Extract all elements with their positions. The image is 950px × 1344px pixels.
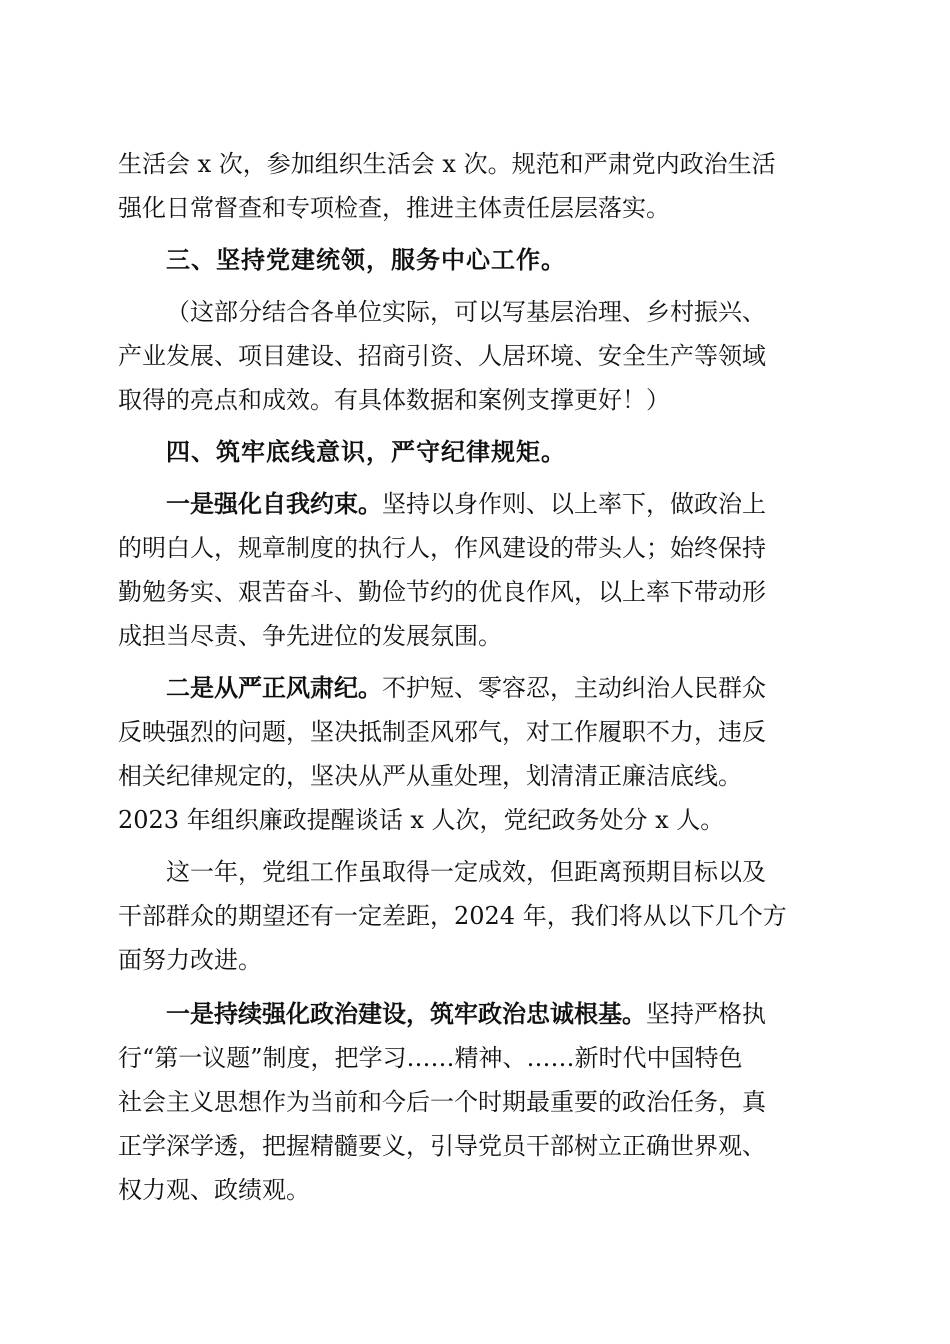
text-line: 2023 年组织廉政提醒谈话 x 人次，党纪政务处分 x 人。 [118, 806, 725, 834]
section-heading-4: 四、筑牢底线意识，严守纪律规矩。 [166, 438, 566, 466]
text-run: 坚持严格执 [646, 1000, 766, 1028]
paragraph-strict-discipline [118, 666, 828, 842]
paragraph-self-discipline [118, 482, 828, 658]
paragraph-lead: 一是持续强化政治建设，筑牢政治忠诚根基。 [166, 999, 646, 1028]
text-line: 成担当尽责、争先进位的发展氛围。 [118, 622, 502, 650]
text-line: 权力观、政绩观。 [118, 1176, 310, 1204]
text-line [118, 992, 828, 1036]
paragraph-lead: 一是强化自我约束。 [166, 489, 382, 518]
section-heading-3: 三、坚持党建统领，服务中心工作。 [166, 246, 566, 274]
text-line: 相关纪律规定的，坚决从严从重处理，划清清正廉洁底线。 [118, 762, 742, 790]
document-body [118, 142, 828, 1212]
text-line: （这部分结合各单位实际，可以写基层治理、乡村振兴、 [166, 298, 766, 326]
text-line: 强化日常督查和专项检查，推进主体责任层层落实。 [118, 194, 670, 222]
text-run: 坚持以身作则、以上率下，做政治上 [382, 490, 766, 518]
text-line [118, 666, 828, 710]
paragraph-lead: 二是从严正风肃纪。 [166, 673, 382, 702]
text-line: 反映强烈的问题，坚决抵制歪风邪气，对工作履职不力，违反 [118, 718, 766, 746]
text-line: 生活会 x 次，参加组织生活会 x 次。规范和严肃党内政治生活 [118, 150, 776, 178]
paragraph-note [118, 290, 828, 422]
text-line: 正学深学透，把握精髓要义，引导党员干部树立正确世界观、 [118, 1132, 766, 1160]
paragraph-political-building [118, 992, 828, 1212]
text-line: 行“第一议题”制度，把学习……精神、……新时代中国特色 [118, 1044, 743, 1072]
text-line: 的明白人，规章制度的执行人，作风建设的带头人；始终保持 [118, 534, 766, 562]
text-line: 勤勉务实、艰苦奋斗、勤俭节约的优良作风，以上率下带动形 [118, 578, 766, 606]
text-line: 这一年，党组工作虽取得一定成效，但距离预期目标以及 [166, 858, 766, 886]
text-line: 社会主义思想作为当前和今后一个时期最重要的政治任务，真 [118, 1088, 766, 1116]
text-line: 取得的亮点和成效。有具体数据和案例支撑更好！） [118, 386, 670, 414]
text-line: 面努力改进。 [118, 946, 262, 974]
text-run: 不护短、零容忍，主动纠治人民群众 [382, 674, 766, 702]
text-line: 干部群众的期望还有一定差距，2024 年，我们将从以下几个方 [118, 902, 787, 930]
text-line: 产业发展、项目建设、招商引资、人居环境、安全生产等领域 [118, 342, 766, 370]
text-line [118, 482, 828, 526]
paragraph-summary [118, 850, 828, 982]
paragraph-continuation [118, 142, 828, 230]
